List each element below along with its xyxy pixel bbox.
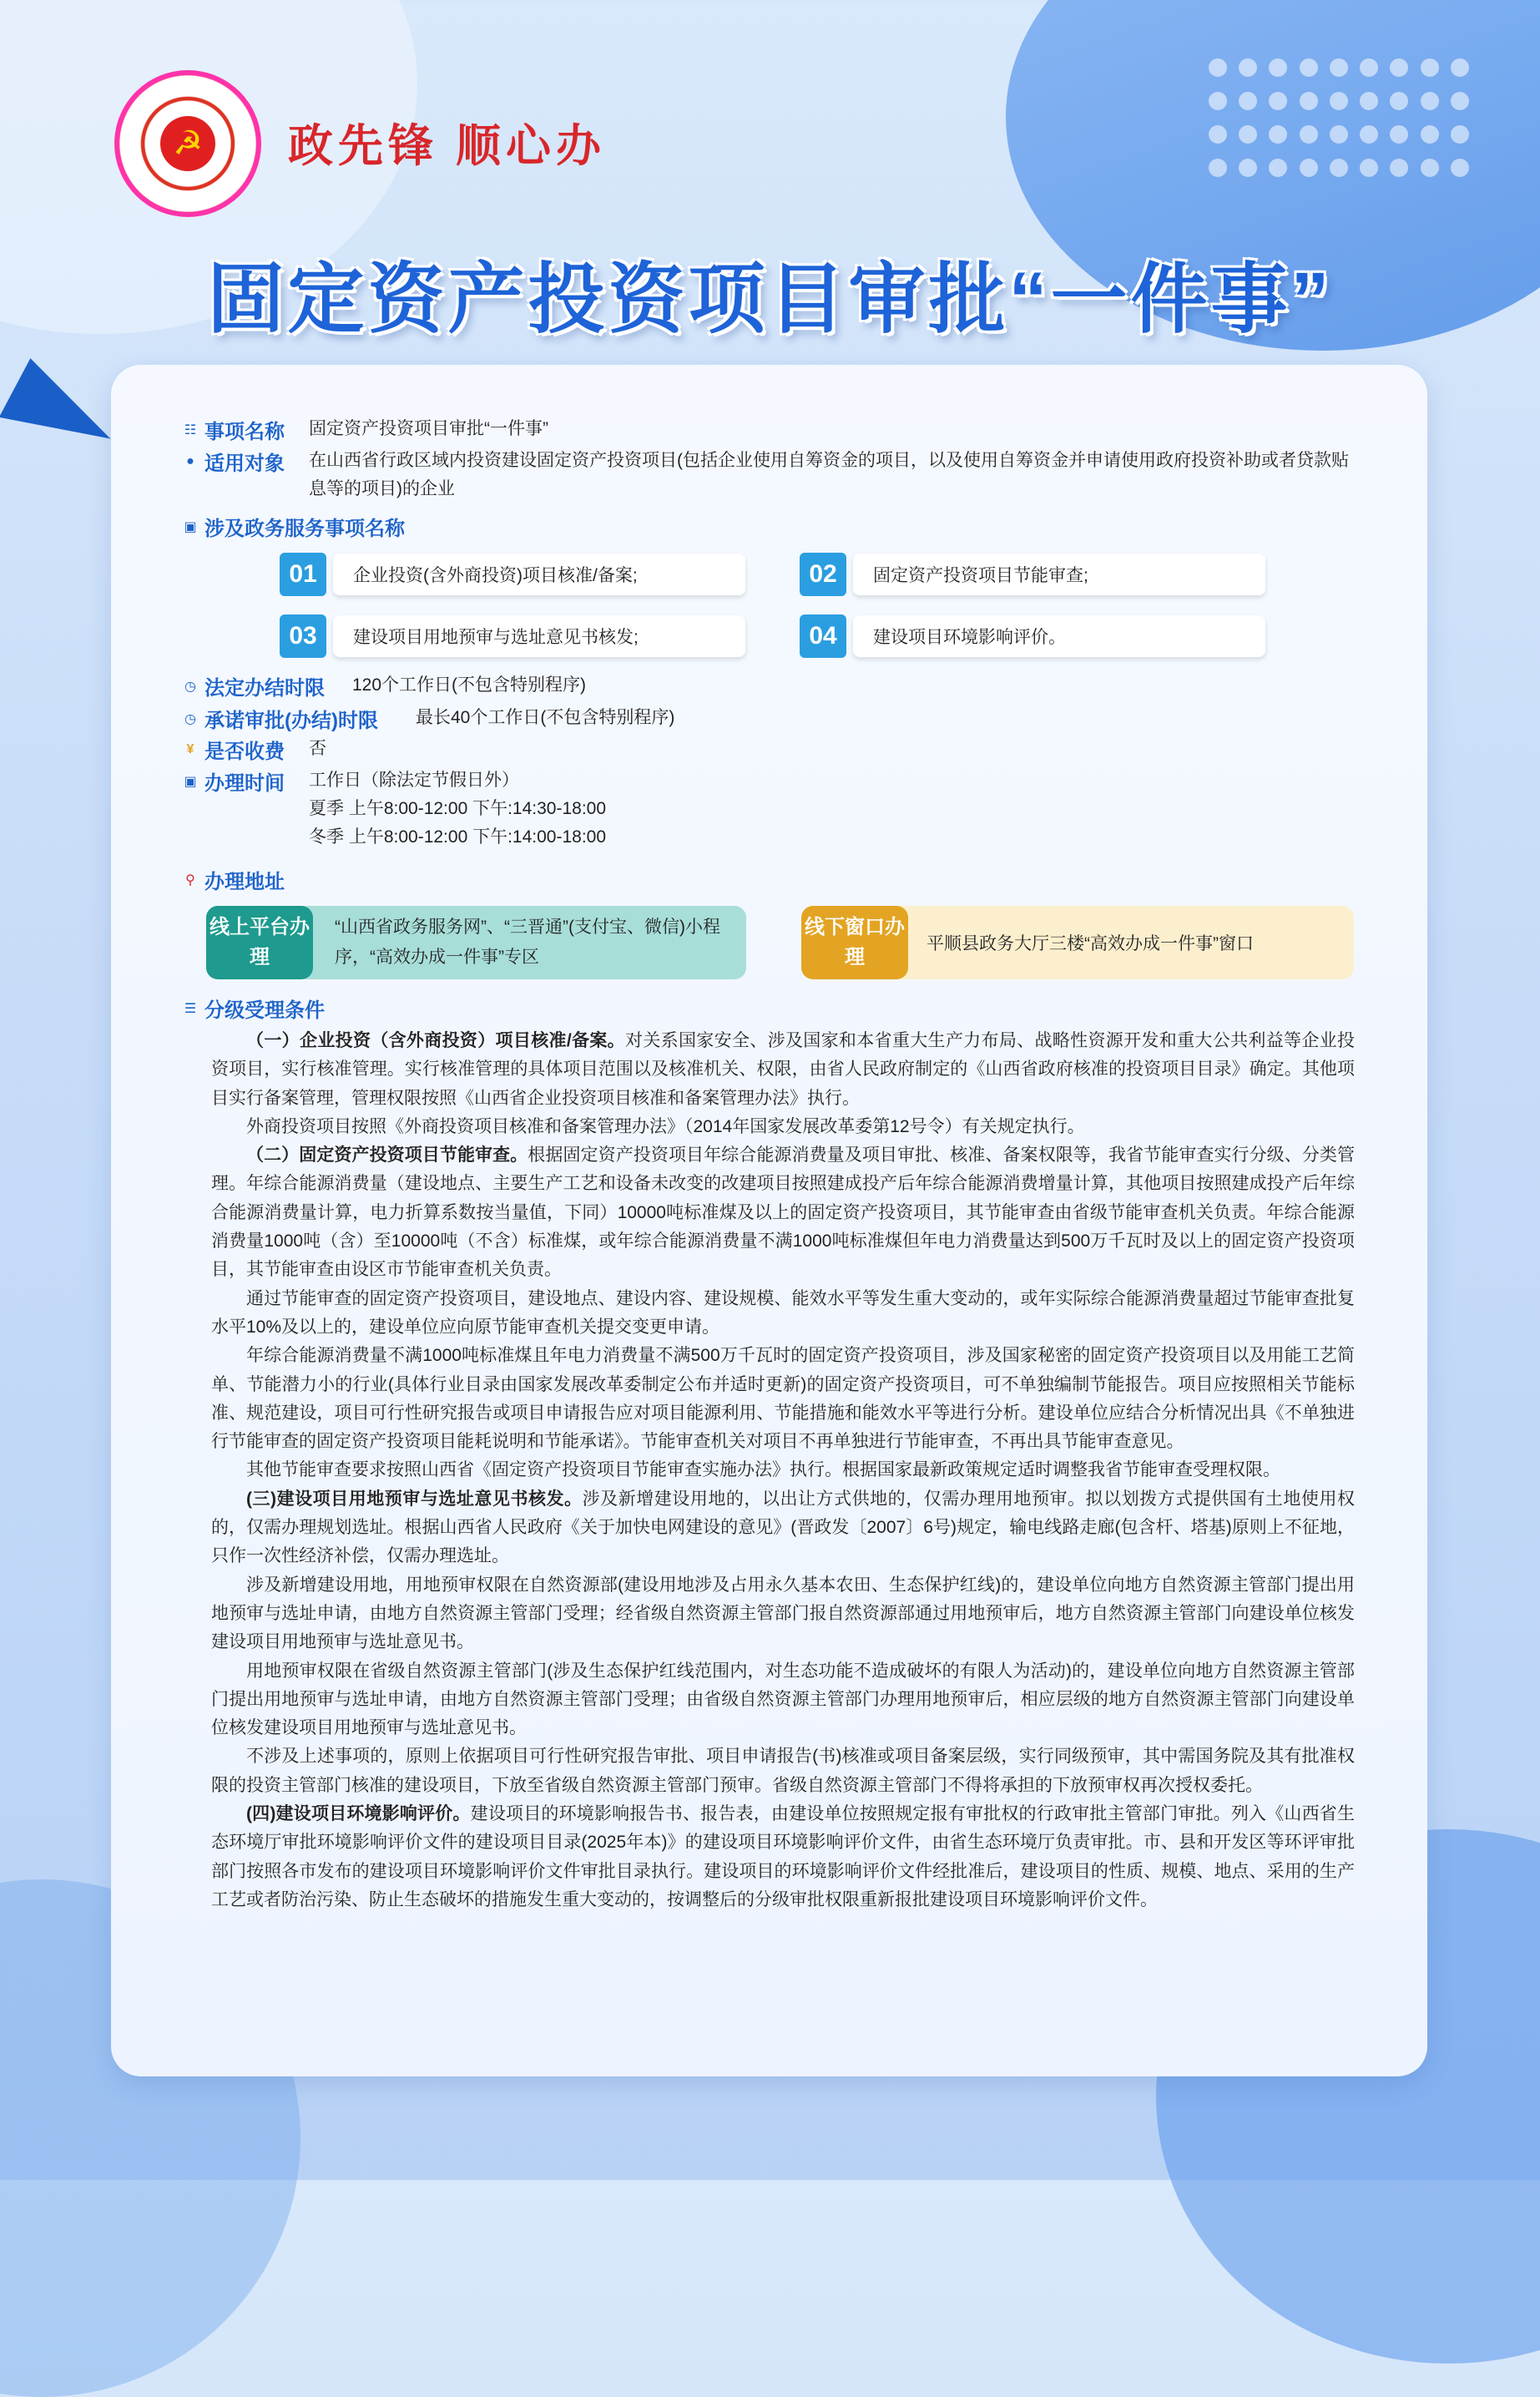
calendar-icon: ▣: [184, 774, 197, 789]
hours-label: 办理时间: [204, 772, 285, 795]
fee-row: [181, 735, 326, 764]
service-number: 04: [800, 614, 846, 658]
service-number: 02: [800, 553, 846, 596]
condition-paragraph: 年综合能源消费量不满1000吨标准煤且年电力消费量不满500万千瓦时的固定资产投资项目，涉及国家秘密的固定资产投资项目以及用能工艺简单、节能潜力小的行业(具体行业目录由国家发展改革委制定公布并适时更新)的固定资产投资项目，可不单独编制节能报告。项目应按照相关节能标准、规范建设，项目可行性研究报告或项目申请报告应对项目能源利用、节能措施和能效水平等进行分析。建设单位应结合分析情况出具《不单独进行节能审查的固定资产投资项目能耗说明和节能承诺》。节能审查机关对项目不再单独进行节能审查，不再出具节能审查意见。: [211, 1346, 1355, 1452]
document-icon: ☰: [184, 1001, 197, 1016]
legal-time-row: [181, 671, 586, 700]
item-name-row: [181, 415, 548, 444]
location-pin-icon: ⚲: [185, 872, 195, 887]
item-name-label: 事项名称: [204, 421, 285, 443]
condition-paragraph: 用地预审权限在省级自然资源主管部门(涉及生态保护红线范围内，对生态功能不造成破坏的有限人为活动)的，建设单位向地方自然资源主管部门提出用地预审与选址申请，由地方自然资源主管部门受理；由省级自然资源主管部门办理用地预审后，相应层级的地方自然资源主管部门向建设单位核发建设项目用地预审与选址意见书。: [211, 1661, 1355, 1738]
promise-time-row: [181, 704, 674, 733]
legal-time-label: 法定办结时限: [204, 677, 325, 700]
target-value: 在山西省行政区域内投资建设固定资产投资项目(包括企业使用自筹资金的项目，以及使用自筹资金并申请使用政府投资补助或者贷款贴息等的项目)的企业: [309, 451, 1349, 498]
slogan: 政先锋 顺心办: [288, 121, 607, 171]
address-label: 办理地址: [204, 871, 285, 893]
list-icon: ☷: [184, 422, 197, 437]
service-text: 建设项目用地预审与选址意见书核发;: [333, 615, 745, 657]
condition-paragraph: 通过节能审查的固定资产投资项目，建设地点、建设内容、建设规模、能效水平等发生重大变动的，或年实际综合能源消费量超过节能审查批复水平10%及以上的，建设单位应向原节能审查机关提交变更申请。: [211, 1288, 1355, 1337]
condition-paragraph: 其他节能审查要求按照山西省《固定资产投资项目节能审查实施办法》执行。根据国家最新政策规定适时调整我省节能审查受理权限。: [246, 1460, 1280, 1480]
service-number: 03: [280, 614, 326, 658]
decorative-arrow: [0, 358, 126, 468]
conditions-label: 分级受理条件: [204, 999, 325, 1022]
fee-value: 否: [309, 739, 326, 758]
offline-text: 平顺县政务大厅三楼“高效办成一件事”窗口: [927, 934, 1254, 953]
hours-lines: [309, 766, 606, 852]
service-text: 固定资产投资项目节能审查;: [853, 554, 1265, 595]
service-text: 建设项目环境影响评价。: [853, 615, 1265, 657]
offline-tag: 线下窗口办理: [801, 906, 908, 979]
services-label: 涉及政务服务事项名称: [204, 518, 405, 540]
service-number: 01: [280, 553, 326, 596]
condition-paragraph: (四)建设项目环境影响评价。建设项目的环境影响报告书、报告表，由建设单位按照规定报有审批权的行政审批主管部门审批。列入《山西省生态环境厅审批环境影响评价文件的建设项目目录(2025年本)》的建设项目环境影响评价文件，由省生态环境厅负责审批。市、县和开发区等环评审批部门按照各市发布的建设项目环境影响评价文件审批目录执行。建设项目的环境影响评价文件经批准后，建设项目的性质、规模、地点、采用的生产工艺或者防治污染、防止生态破坏的措施发生重大变动的，按调整后的分级审批权限重新报批建设项目环境影响评价文件。: [211, 1804, 1355, 1909]
fee-label: 是否收费: [204, 741, 285, 763]
hours-line: 工作日（除法定节假日外）: [309, 771, 519, 790]
online-address-box: [206, 906, 746, 979]
address-header: [181, 865, 285, 894]
condition-paragraph: 外商投资项目按照《外商投资项目核准和备案管理办法》（2014年国家发展改革委第12号令）有关规定执行。: [246, 1116, 1085, 1136]
coin-icon: ¥: [186, 741, 194, 756]
conditions-header: [181, 994, 325, 1023]
dot-pattern: [1209, 58, 1476, 184]
offline-address-box: [801, 906, 1354, 979]
hammer-sickle-icon: ☭: [160, 116, 215, 171]
condition-paragraph: 涉及新增建设用地，用地预审权限在自然资源部(建设用地涉及占用永久基本农田、生态保护红线)的，建设单位向地方自然资源主管部门提出用地预审与选址申请，由地方自然资源主管部门受理；经省级自然资源主管部门报自然资源部通过用地预审后，地方自然资源主管部门向建设单位核发建设项目用地预审与选址意见书。: [211, 1575, 1355, 1652]
service-item: [280, 614, 745, 658]
condition-paragraph: （二）固定资产投资项目节能审查。根据固定资产投资项目年综合能源消费量及项目审批、核准、备案权限等，我省节能审查实行分级、分类管理。年综合能源消费量（建设地点、主要生产工艺和设备未改变的改建项目按照建成投产后年综合能源消费增量计算，其他项目按照建成投产后年综合能源消费量计算，电力折算系数按当量值，下同）10000吨标准煤及以上的固定资产投资项目，其节能审查由省级节能审查机关负责。年综合能源消费量1000吨（含）至10000吨（不含）标准煤，或年综合能源消费量不满1000吨标准煤但年电力消费量达到500万千瓦时及以上的固定资产投资项目，其节能审查由设区市节能审查机关负责。: [211, 1145, 1356, 1280]
hours-line: 冬季 上午8:00-12:00 下午:14:00-18:00: [309, 827, 607, 847]
party-logo: [119, 75, 256, 212]
legal-time-value: 120个工作日(不包含特别程序): [352, 675, 587, 695]
service-item: [800, 614, 1265, 658]
online-text: “山西省政务服务网”、“三晋通”(支付宝、微信)小程序，“高效办成一件事”专区: [335, 918, 720, 967]
service-item: [800, 553, 1265, 596]
target-label: 适用对象: [204, 453, 285, 475]
clock-icon: ◷: [184, 679, 196, 694]
conditions-text: [211, 1027, 1355, 1914]
promise-time-value: 最长40个工作日(不包含特别程序): [416, 708, 675, 727]
online-tag: 线上平台办理: [206, 906, 313, 979]
user-icon: ●: [186, 453, 194, 468]
hours-line: 夏季 上午8:00-12:00 下午:14:30-18:00: [309, 799, 607, 818]
condition-paragraph: 不涉及上述事项的，原则上依据项目可行性研究报告审批、项目申请报告(书)核准或项目备案层级，实行同级预审，其中需国务院及其有批准权限的投资主管部门核准的建设项目，下放至省级自然资源主管部门预审。省级自然资源主管部门不得将承担的下放预审权再次授权委托。: [211, 1747, 1355, 1795]
page-title: 固定资产投资项目审批“一件事”: [207, 257, 1333, 342]
service-text: 企业投资(含外商投资)项目核准/备案;: [333, 554, 745, 595]
target-row: [181, 447, 1352, 503]
service-item: [280, 553, 745, 596]
clock-icon: ◷: [184, 711, 196, 726]
services-header: [181, 512, 405, 541]
item-name-value: 固定资产投资项目审批“一件事”: [309, 419, 548, 438]
condition-paragraph: （一）企业投资（含外商投资）项目核准/备案。对关系国家安全、涉及国家和本省重大生产力布局、战略性资源开发和重大公共利益等企业投资项目，实行核准管理。实行核准管理的具体项目范围以及核准机关、权限，由省人民政府制定的《山西省政府核准的投资项目目录》确定。其他项目实行备案管理，管理权限按照《山西省企业投资项目核准和备案管理办法》执行。: [211, 1031, 1356, 1108]
condition-paragraph: (三)建设项目用地预审与选址意见书核发。涉及新增建设用地的，以出让方式供地的，仅需办理用地预审。拟以划拨方式提供国有土地使用权的，仅需办理规划选址。根据山西省人民政府《关于加快电网建设的意见》(晋政发〔2007〕6号)规定，输电线路走廊(包含杆、塔基)原则上不征地，只作一次性经济补偿，仅需办理选址。: [211, 1489, 1355, 1566]
hours-row: [181, 766, 606, 852]
promise-time-label: 承诺审批(办结)时限: [204, 710, 378, 732]
calendar-icon: ▣: [184, 519, 197, 534]
